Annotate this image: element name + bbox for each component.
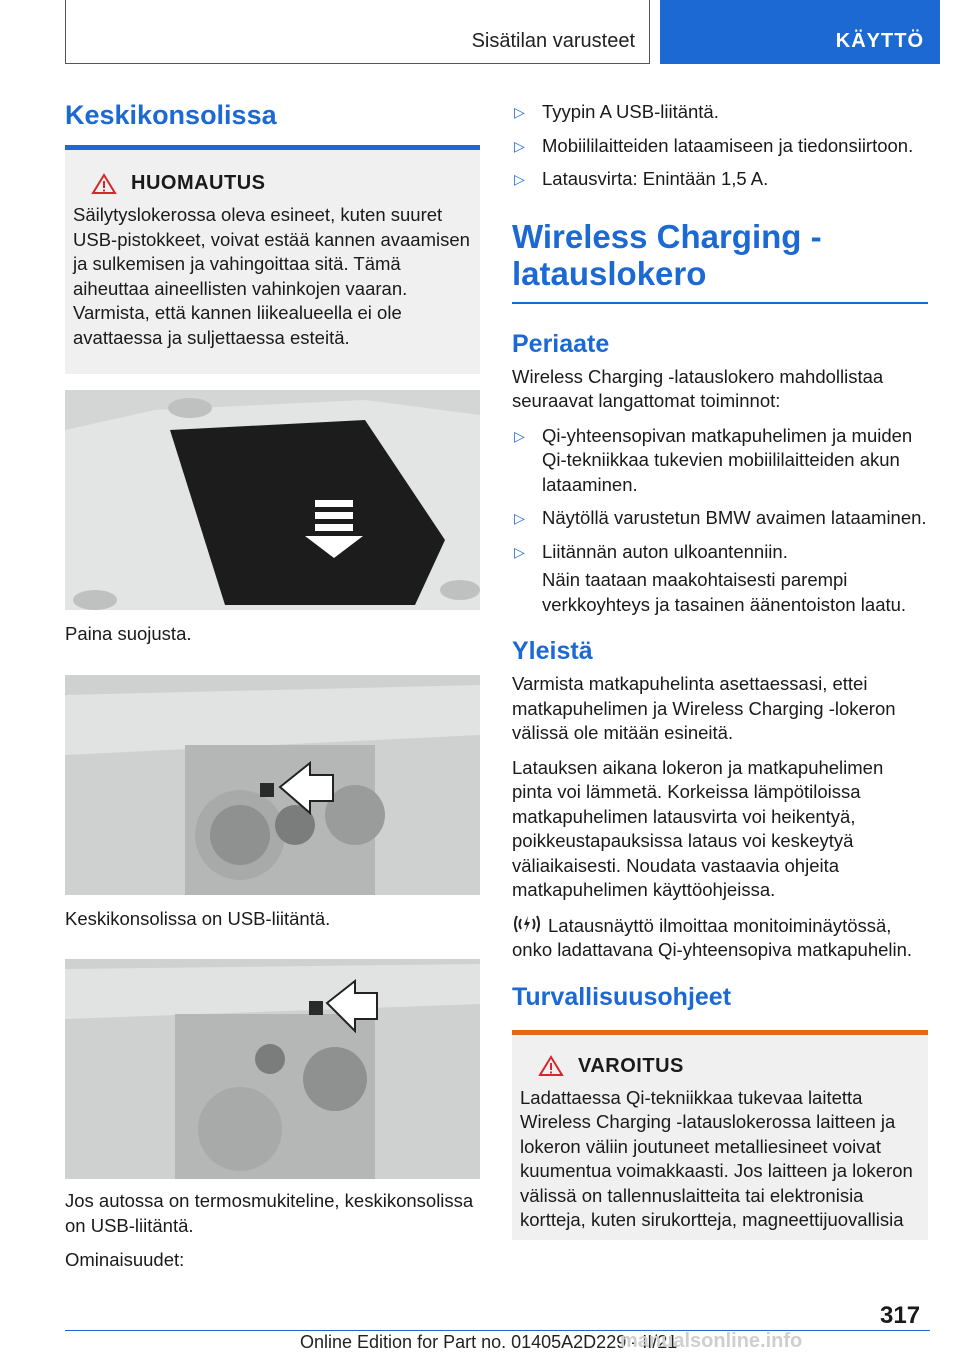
- heading-periaate: Periaate: [512, 329, 610, 358]
- list-item: ▷ Liitännän auton ulkoantenniin.: [512, 540, 928, 565]
- header-section-title: Sisätilan varusteet: [471, 30, 635, 52]
- warning-box: [512, 1030, 928, 1240]
- right-column: [512, 100, 928, 1240]
- caption-2: Keskikonsolissa on USB-liitäntä.: [65, 907, 331, 929]
- title-rule: [512, 302, 928, 304]
- bullet-triangle-icon: ▷: [514, 543, 525, 560]
- list-item: ▷ Näytöllä varustetun BMW avaimen lataaminen.: [512, 506, 928, 531]
- heading-turvallisuusohjeet: Turvallisuusohjeet: [512, 982, 732, 1011]
- caption-1: Paina suojusta.: [65, 623, 192, 644]
- footer-edition: Online Edition for Part no. 01405A2D229 - II/21: [300, 1332, 678, 1352]
- header-chapter-title: KÄYTTÖ: [835, 30, 924, 52]
- caption-3: Jos autossa on termosmukiteline, keskikonsolissa on USB-liitäntä.: [65, 1190, 474, 1236]
- bullet-triangle-icon: ▷: [514, 427, 525, 444]
- warning-triangle-icon: [538, 1055, 564, 1077]
- heading-yleista: Yleistä: [512, 637, 593, 665]
- principle-note: Näin taataan maakohtaisesti parempi verkkoyhteys ja tasainen äänentoiston laatu.: [542, 569, 907, 615]
- principle-intro: Wireless Charging -latauslokero mahdollistaa seuraavat langattomat toiminnot:: [512, 365, 884, 411]
- photo-usb-port: [65, 675, 480, 895]
- notice-text: Säilytyslokerossa oleva esineet, kuten suuret USB-pistokkeet, voivat estää kannen avaamisen ja sulkemisen ja vahingoittaa sitä. Tämä aiheuttaa aineellisten vahinkojen vaaran. Varmista, että kannen liikealueella ei ole avattaessa ja suljettaessa esteitä.: [73, 204, 470, 348]
- general-p2: Latauksen aikana lokeron ja matkapuhelimen pinta voi lämmetä. Korkeissa lämpötiloissa matkapuhelimen latausvirta voi heikentyä, poikkeustapauksissa lataus voi keskeytyä väliaikaisesti. Noudata vastaavia ohjeita matkapuhelimen käyttöohjeissa.: [512, 756, 884, 900]
- general-p3: Latausnäyttö ilmoittaa monitoiminäytössä, onko ladattavana Qi-yhteensopiva matkapuhelin.: [512, 914, 913, 960]
- bullet-triangle-icon: ▷: [514, 171, 525, 187]
- chapter-title-wireless-charging: Wireless Charging -latauslokero: [512, 217, 822, 292]
- bullet-triangle-icon: ▷: [514, 104, 525, 120]
- list-item: ▷ Mobiililaitteiden lataamiseen ja tiedonsiirtoon.: [512, 134, 928, 159]
- usb-features-list: [512, 100, 928, 192]
- notice-title: HUOMAUTUS: [131, 172, 266, 194]
- general-p1: Varmista matkapuhelinta asettaessasi, ettei matkapuhelimen ja Wireless Charging -lokeron välissä ole mitään esineitä.: [512, 673, 896, 743]
- page-number: 317: [880, 1302, 921, 1329]
- left-column: [65, 100, 480, 1273]
- photo-cover-press: [65, 390, 480, 610]
- footer-watermark: manualsonline.info: [620, 1330, 803, 1352]
- features-label: Ominaisuudet:: [65, 1249, 185, 1270]
- warning-title: VAROITUS: [578, 1054, 684, 1077]
- wireless-charging-icon: [512, 913, 542, 935]
- header-chapter-tab: [660, 0, 940, 64]
- warning-text: Ladattaessa Qi-tekniikkaa tukevaa laitetta Wireless Charging -latauslokerossa laitteen ja lokeron väliin joutuneet metalliesineet voivat kuumentua voimakkaasti. Jos laitteen ja lokeron välissä on tallennuslaitteita tai elektronisia kortteja, kuten sirukortteja, magneettijuovallisia: [520, 1086, 913, 1230]
- notice-box: [65, 150, 480, 374]
- photo-usb-port-cupholder: [65, 959, 480, 1179]
- section-title-keskikonsolissa: Keskikonsolissa: [65, 100, 277, 130]
- warning-triangle-icon: [91, 173, 117, 195]
- list-item: ▷ Tyypin A USB-liitäntä.: [512, 100, 928, 125]
- list-item: ▷ Latausvirta: Enintään 1,5 A.: [512, 167, 928, 192]
- principle-list: [512, 424, 928, 565]
- list-item: ▷ Qi-yhteensopivan matkapuhelimen ja muiden Qi-tekniikkaa tukevien mobiililaitteiden akun lataaminen.: [514, 424, 913, 495]
- bullet-triangle-icon: ▷: [514, 137, 525, 154]
- bullet-triangle-icon: ▷: [514, 510, 525, 526]
- header-section-tab: [65, 0, 650, 64]
